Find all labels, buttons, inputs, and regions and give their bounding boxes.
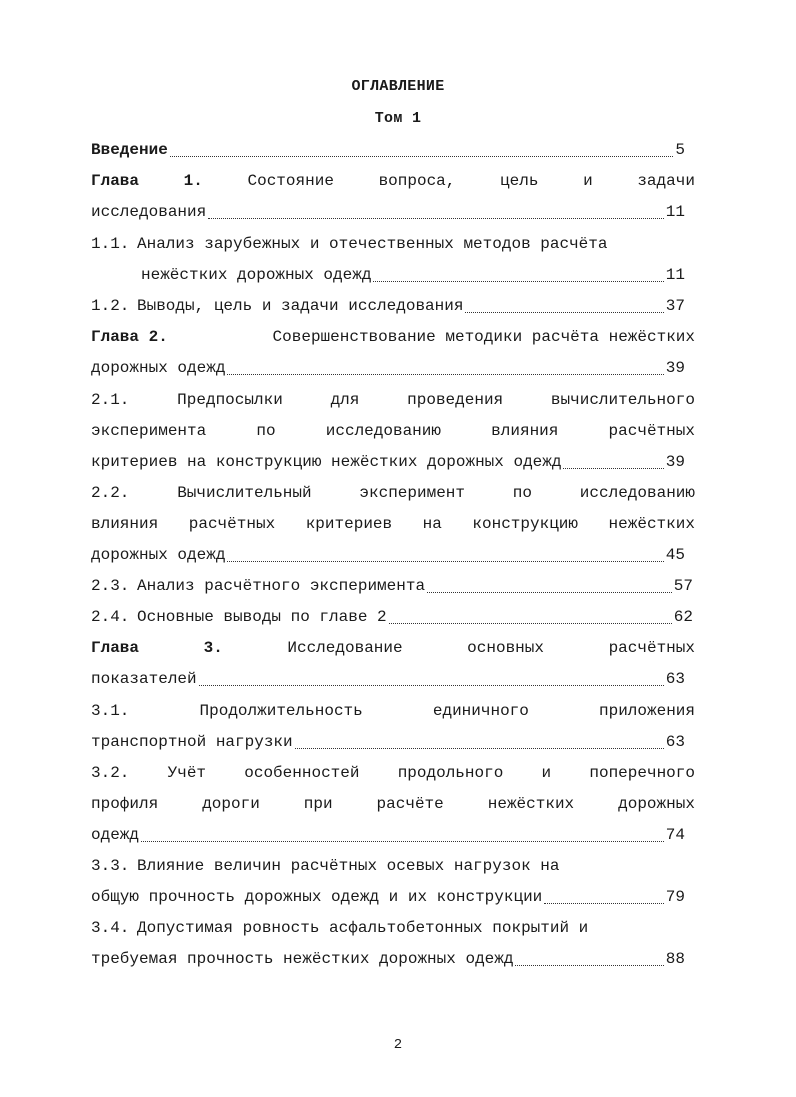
toc-entry-page: 62 [673, 608, 693, 626]
word: расчётных [608, 639, 695, 657]
dot-leader [295, 748, 664, 749]
toc-entry-page: 63 [665, 670, 685, 688]
section-number: 3.2. [91, 764, 130, 782]
word: при [303, 795, 333, 813]
word: нежёстких [608, 515, 695, 533]
toc-section-1-1-tail [141, 260, 685, 291]
word: влияния [491, 422, 559, 440]
toc-chapter-1-tail [91, 197, 685, 228]
toc-entry-page: 5 [675, 141, 685, 159]
toc-section-3-2 [91, 758, 695, 789]
word: проведения [407, 391, 504, 409]
chapter-word: Глава 2. [91, 328, 168, 346]
dot-leader [427, 592, 672, 593]
dot-leader [170, 156, 674, 157]
section-title: Выводы, цель и задачи исследования [137, 297, 464, 315]
toc-section-2-2 [91, 478, 695, 509]
toc-section-1-2 [91, 291, 685, 322]
word: исследованию [579, 484, 695, 502]
toc-entry-page: 39 [665, 453, 685, 471]
word: по [512, 484, 532, 502]
section-title: одежд [91, 826, 140, 844]
section-title: Влияние величин расчётных осевых нагрузок на [137, 857, 560, 875]
word: дороги [202, 795, 260, 813]
word: продольного [397, 764, 504, 782]
toc-section-1-1 [91, 229, 695, 260]
section-number: 1.1. [91, 235, 130, 253]
toc-section-3-3 [91, 851, 695, 882]
section-title: Допустимая ровность асфальтобетонных покрытий и [137, 919, 589, 937]
section-title: требуемая прочность нежёстких дорожных одежд [91, 950, 514, 968]
volume-title: Том 1 [374, 110, 422, 127]
toc-entry-page: 79 [665, 888, 685, 906]
dot-leader [373, 281, 663, 282]
word: профиля [91, 795, 159, 813]
word: приложения [598, 702, 695, 720]
toc-section-2-3 [91, 571, 693, 602]
word: нежёстких [487, 795, 575, 813]
section-title: дорожных одежд [91, 546, 226, 564]
dot-leader [227, 374, 663, 375]
word: и [583, 172, 593, 190]
section-number: 1.2. [91, 297, 130, 315]
toc-entry-label: исследования [91, 203, 207, 221]
dot-leader [515, 965, 663, 966]
chapter-number: 3. [203, 639, 223, 657]
dot-leader [563, 468, 663, 469]
toc-chapter-2-line [91, 322, 695, 353]
toc-chapter-2-tail [91, 353, 685, 384]
toc-section-2-4 [91, 602, 693, 633]
chapter-title: дорожных одежд [91, 359, 226, 377]
chapter-title: Совершенствование методики расчёта нежёстких [272, 328, 695, 346]
toc-entry-page: 88 [665, 950, 685, 968]
dot-leader [141, 841, 664, 842]
toc-chapter-3-tail [91, 664, 685, 695]
word: и [541, 764, 552, 782]
word: поперечного [589, 764, 695, 782]
word: единичного [432, 702, 529, 720]
dot-leader [389, 623, 672, 624]
word: Состояние [247, 172, 334, 190]
chapter-word: Глава [91, 172, 140, 190]
dot-leader [544, 903, 664, 904]
word: задачи [637, 172, 695, 190]
section-title: критериев на конструкцию нежёстких дорожных одежд [91, 453, 562, 471]
toc-entry-page: 74 [665, 826, 685, 844]
word: влияния [91, 515, 159, 533]
toc-section-2-2-line2 [91, 509, 695, 540]
toc-section-2-1 [91, 385, 695, 416]
word: конструкцию [472, 515, 579, 533]
toc-section-3-1 [91, 696, 695, 727]
toc-entry-label: Введение [91, 141, 168, 159]
chapter-title: показателей [91, 670, 197, 688]
section-title: нежёстких дорожных одежд [141, 266, 372, 284]
word: вычислительного [550, 391, 695, 409]
word: Исследование [287, 639, 403, 657]
section-title: общую прочность дорожных одежд и их конструкции [91, 888, 543, 906]
toc-section-3-3-tail [91, 882, 685, 913]
dot-leader [199, 685, 664, 686]
toc-entry-page: 11 [665, 266, 685, 284]
toc-entry-page: 37 [665, 297, 685, 315]
toc-entry-page: 39 [665, 359, 685, 377]
toc-section-3-2-line2 [91, 789, 695, 820]
word: эксперимента [91, 422, 207, 440]
toc-entry-page: 11 [665, 203, 685, 221]
word: дорожных [618, 795, 695, 813]
page-number: 2 [393, 1037, 403, 1053]
word: особенностей [244, 764, 360, 782]
word: расчётных [608, 422, 695, 440]
section-title: Основные выводы по главе 2 [137, 608, 387, 626]
section-title: Анализ зарубежных и отечественных методов расчёта [137, 235, 608, 253]
word: расчётных [188, 515, 276, 533]
word: цель [500, 172, 539, 190]
word: основных [467, 639, 544, 657]
toc-entry-intro [91, 135, 685, 166]
toc-section-3-1-tail [91, 727, 685, 758]
toc-entry-page: 57 [673, 577, 693, 595]
word: Предпосылки [177, 391, 283, 409]
section-number: 2.4. [91, 608, 130, 626]
toc-section-2-1-tail [91, 447, 685, 478]
section-title: Анализ расчётного эксперимента [137, 577, 426, 595]
dot-leader [208, 218, 664, 219]
word: расчёте [376, 795, 444, 813]
word: Вычислительный [177, 484, 312, 502]
word: на [422, 515, 442, 533]
word: критериев [305, 515, 393, 533]
section-number: 3.3. [91, 857, 130, 875]
section-number: 3.1. [91, 702, 130, 720]
toc-title: ОГЛАВЛЕНИЕ [351, 78, 445, 95]
word: исследованию [325, 422, 441, 440]
section-number: 2.2. [91, 484, 130, 502]
toc-entry-page: 63 [665, 733, 685, 751]
word: вопроса, [378, 172, 456, 190]
word: эксперимент [359, 484, 466, 502]
word: Учёт [167, 764, 207, 782]
dot-leader [465, 312, 663, 313]
toc-section-3-2-tail [91, 820, 685, 851]
toc-entry-page: 45 [665, 546, 685, 564]
toc-chapter-3-line [91, 633, 695, 664]
word: Продолжительность [199, 702, 363, 720]
section-title: транспортной нагрузки [91, 733, 293, 751]
word: по [256, 422, 276, 440]
chapter-word: Глава [91, 639, 140, 657]
chapter-number: 1. [183, 172, 203, 190]
toc-chapter-1-line [91, 166, 695, 197]
section-number: 2.3. [91, 577, 130, 595]
word: для [330, 391, 360, 409]
toc-section-3-4 [91, 913, 695, 944]
section-number: 3.4. [91, 919, 130, 937]
toc-section-2-1-line2 [91, 416, 695, 447]
section-number: 2.1. [91, 391, 130, 409]
dot-leader [227, 561, 663, 562]
toc-section-3-4-tail [91, 944, 685, 975]
toc-section-2-2-tail [91, 540, 685, 571]
